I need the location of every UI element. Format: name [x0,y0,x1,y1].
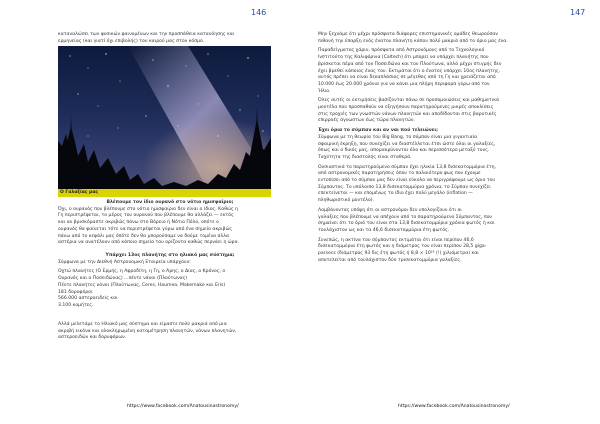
footer-link[interactable]: https://www.facebook.com/Anatousinastronomy/ [127,404,239,409]
text-line: αυτός πρέπει να είναι δεκαπλάσιος σε μέγεθος από τη Γη και χρειάζεται από [318,75,496,81]
text-line: και αν βρισκόμαστε ακριβώς πάνω στο Βόρειο ή Νότιο Πόλο, οπότε ο [58,220,219,226]
paragraph [318,98,544,125]
right-page [300,0,600,424]
text-line: Ουρανός και ο Ποσειδώνας) ...πέντε νάνοι (Πλούτωνας) [58,276,188,282]
text-line: ουρανός θα φαίνεται τότε να περιστρέφεται γύρω από ένα σημείο ακριβώς [58,226,233,232]
text-line: αστεροειδών και δορυφόρων. [58,335,127,341]
paragraph [318,128,544,162]
text-line: 3.100 κομήτες. [58,302,94,308]
milky-way-photo [58,46,271,190]
section-heading: Έχει όρια το σύμπαν και αν ναι πού τελειώνει; [318,128,438,134]
text-line: Αλλά μελετάμε το Ηλιακό μας σύστημα και είμαστε πολύ μακριά από μια [58,322,227,327]
text-line: ερμηνείας (και γιατί όχι επιβολής) του καιρού μας στον κόσμο. [58,38,205,44]
text-line: σφαιρική έκρηξη, που συνεχίζει να διαστέλλεται έτσι ώστε όλοι οι γαλαξίες, [318,141,496,147]
text-line: όπως και ο δικός μας, απομακρύνονται όλο και περισσότερο μεταξύ τους. [318,148,490,154]
text-line: Λαμβάνοντας υπόψη ότι οι αστρονόμοι δεν υπολογίζουν ότι οι [318,207,462,213]
text-line: αποτελείται από τουλάχιστον δύο τρισεκατομμύρια γαλαξίες. [318,257,462,263]
text-line: από αστρονομικές παρατηρήσεις όπου το παλαιότερο φως που έχουμε [318,171,481,177]
page-number: 146 [251,8,267,17]
intro-text [58,32,282,45]
paragraph [318,238,544,265]
text-line: Πέντε πλανήτες νάνοι (Πλούτωνας, Ceres, Haumea, Makemake και Eris) [58,282,226,288]
text-line: ακριβή εικόνα και ολοκληρωμένη καταμέτρηση πλανητών, νάνων πλανητών, [58,328,237,334]
paragraph [318,208,544,235]
text-line: πληθωριστικό μοντέλο). [318,198,375,204]
section-1 [58,200,282,247]
text-line: γαλαξίες που βλέπουμε να απέχουν από το παρατηρούμενο Σύμπαντος, που [318,214,493,220]
text-line: Σύμφωνα με την Διεθνή Αστρονομική Εταιρεία υπάρχουν: [58,259,191,265]
text-line: Όχι, ο ουρανός που βλέπουμε στο νότιο ημισφαίριο δεν είναι ο ίδιος. Καθώς η [58,206,238,212]
text-line: Παραδείγματος χάριν, πρόσφατα από Αστρονόμους από το Τεχνολογικό [318,48,485,54]
text-line: 10.000 έως 20.000 χρόνια για να κάνει μια πλήρη περιφορά γύρω από τον [318,81,490,87]
text-line: εντοπίσει από το σύμπαν μας δεν είναι εύκολο να περιγράψουμε ως όριο του [318,178,496,184]
section-heading: Βλέπουμε τον ίδιο ουρανό στο νότιο ημισφαίριο; [106,200,234,205]
text-line: βρίσκεται πέρα από τον Ποσειδώνα και τον Πλούτωνα, αλλά μέχρι στιγμής δεν [318,61,502,67]
paragraph [318,32,544,45]
text-line: Ινστιτούτο της Καλιφόρνια (Caltech) ότι μπορεί να υπάρχει πλανήτης που [318,55,489,61]
section-heading: Υπάρχει 13ος πλανήτης στο ηλιακό μας σύστημα; [105,253,235,258]
text-line: καταναλώσει των φυσικών φαινομένων και την προσπάθεια κατανόησης και [58,32,235,37]
text-line: 566.000 αστεροειδείς και [58,296,118,302]
paragraph [318,165,544,205]
section-2 [58,253,282,310]
milky-way-image [58,46,271,190]
text-line: Συνεπώς, η ακτίνα του σύμπαντος εκτιμάται ότι είναι περίπου 46,6 [318,237,474,243]
page-number: 147 [570,8,586,17]
footer-link[interactable]: https://www.facebook.com/Anatousinastronomy/ [398,404,510,409]
text-line: Μην ξεχνάμε ότι μέχρι πρόσφατα διάφορες επιστημονικές ομάδες θεωρούσαν [318,32,498,37]
text-line: στις τροχιές των γνωστών νάνων πλανητών και αποδίδονται στις βαρυτικές [318,111,497,117]
text-line: αστέρια να ανατέλουν από κάποιο σημείο του ορίζοντα καθώς περνάει η ώρα. [58,240,240,246]
text-line: μοντέλα που προσπαθούν να εξηγήσουν παρατηρούμενες μικρές αποκλίσεις [318,105,494,111]
text-line: τουλάχιστον ως και τα 46,6 δισεκατομμύρια έτη φωτός. [318,227,450,233]
right-column [318,32,544,268]
text-line: Γη περιστρέφεται, το μέρος του ουρανού που βλέπουμε θα αλλάζει — εκτός [58,213,234,219]
text-line: Σύμφωνα με τη θεωρία του Big Bang, το σύμπαν είναι μια γιγαντιαία [318,134,478,140]
text-line: Ουσιαστικά το παρατηρούμενο σύμπαν έχει ηλικία 13,8 δισεκατομμύρια έτη, [318,164,496,170]
text-line: πιθανή την ύπαρξη ενός ένατου πλανήτη κάπου πολύ μακριά από το όριο μας ένα. [318,38,508,44]
text-line: Ήλιο. [318,88,331,94]
text-line: Οχτώ πλανήτες (Ο Ερμής, η Αφροδίτη, η Γη, ο Άρης, ο Δίας, ο Κρόνος, ο [58,269,226,275]
text-line: έχει βρεθεί κάποιος ένας του. Εκτιμάται ότι ο ένατος υπάρχει 10ος πλανήτης, [318,68,501,74]
text-line: 181 δορυφόροι [58,289,93,295]
text-line: Σύμπαντος. Το υπόλοιπο 13,8 δισεκατομμύρια χρόνια, το Σύμπαν συνεχίζει [318,184,491,190]
text-line: δισεκατομμύρια έτη φωτός και η διάμετρος του είναι περίπου 28,5 giga- [318,244,487,250]
text-line: επεκτείνεται — και επομένως το ίδιο έχει πολύ μεγάλο (inflation — [318,191,473,197]
closing-text [58,322,282,342]
paragraph [318,48,544,95]
text-line: σημαίνει ότι το όριό του είναι στα 13,8 δισεκατομμύρια χρόνια φωτός ή και [318,221,495,227]
text-line: επιρροές άγνωστων έως τώρα πλανητών. [318,118,415,124]
photo-caption: Ο Γαλαξίας μας [58,189,271,197]
text-line: parsecs (διάμετρος 93 δις έτη φωτός ή 8,8 × 10²³ (!) χιλιόμετρα) και [318,251,479,257]
text-line: Όλες αυτές οι εκτιμήσεις βασίζονται πάνω σε προσομοιώσεις και μαθηματικά [318,98,499,104]
text-line: πάνω από το κεφάλι μας όπότε δεν θα μπορούσαμε να δούμε τομένα άλλα [58,233,229,239]
text-line: Ταχύτητα της διαστολής είναι σταθερά. [318,154,412,160]
